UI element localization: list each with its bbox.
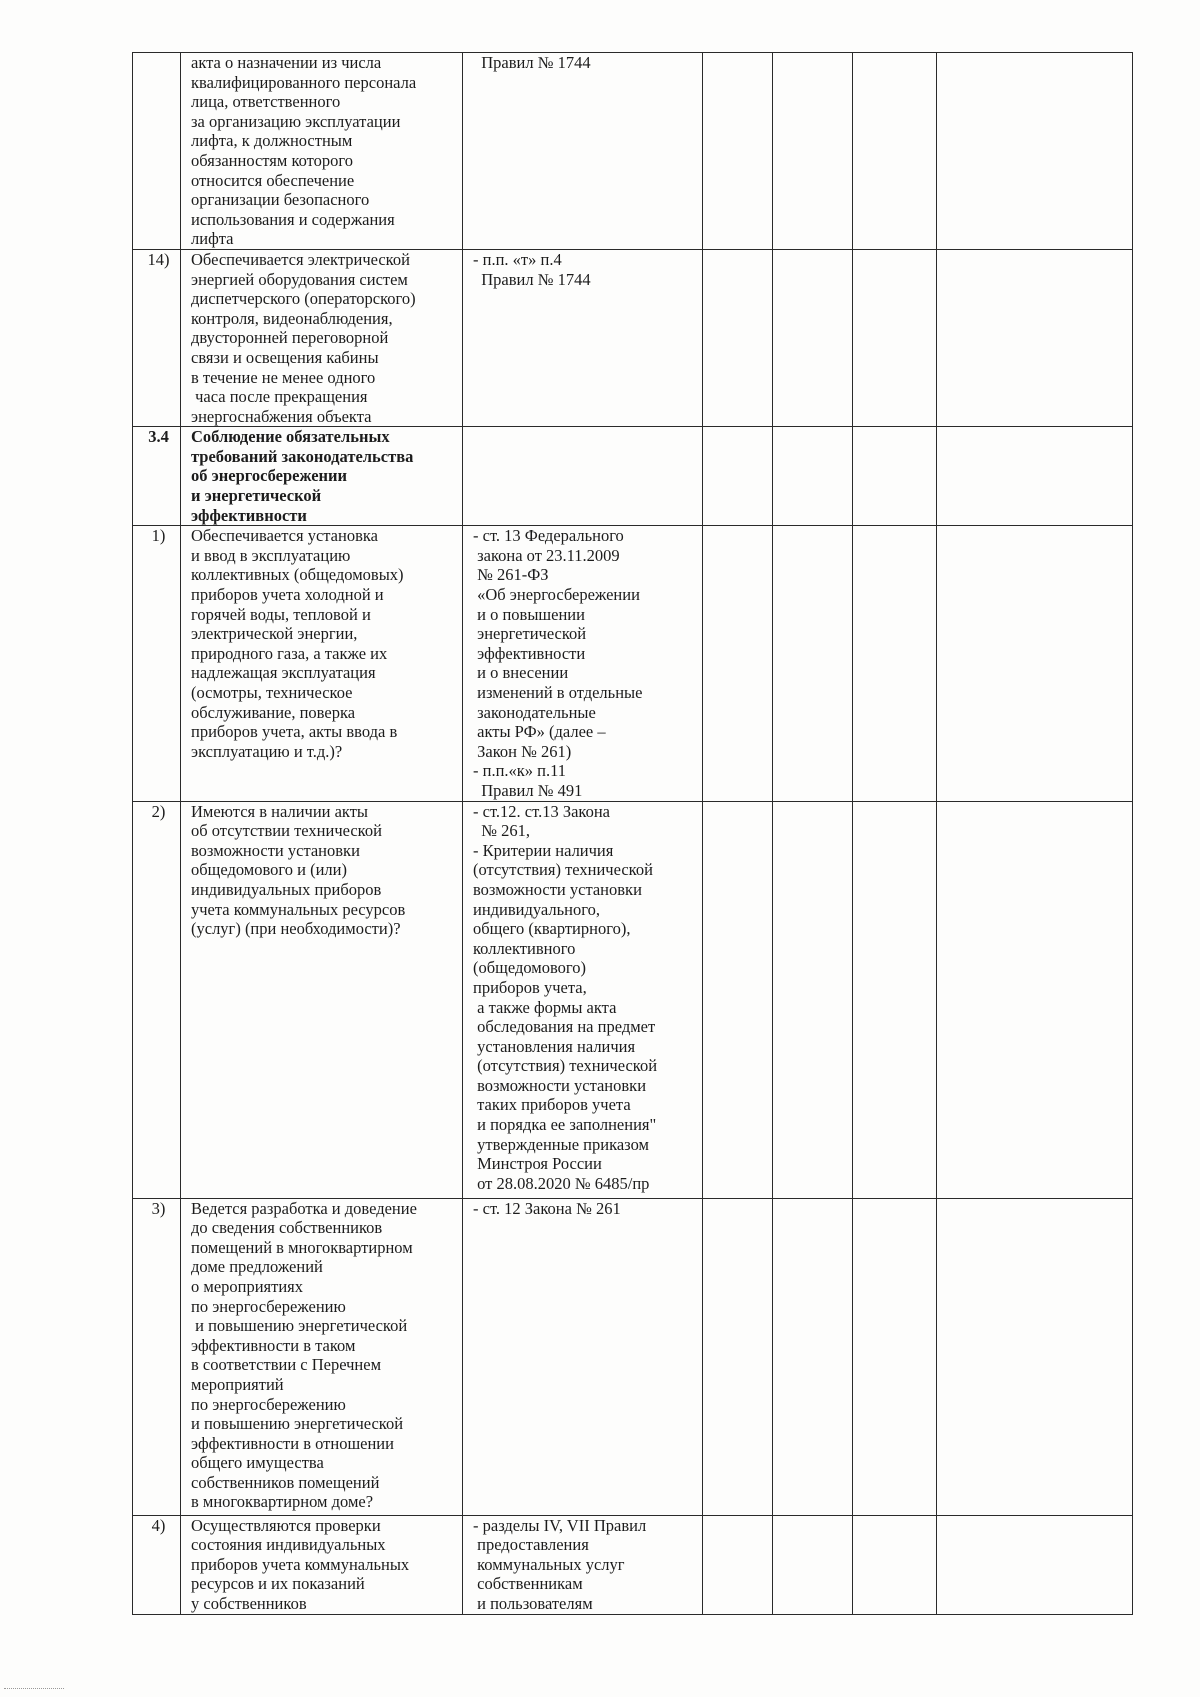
answer-na-cell [853, 526, 937, 801]
text-line: по энергосбережению [191, 1394, 346, 1414]
text-line: и о повышении [473, 604, 585, 624]
text-line: законодательные [473, 702, 596, 722]
answer-no-cell [773, 427, 853, 526]
table-row [133, 801, 1133, 1198]
table-row [133, 249, 1133, 426]
text-line: ресурсов и их показаний [191, 1574, 365, 1594]
requirement-cell [181, 1515, 463, 1614]
checklist-rows [133, 53, 1133, 1615]
answer-na-cell [853, 53, 937, 250]
text-line: возможности установки [473, 1075, 647, 1095]
text-line: индивидуального, [473, 899, 600, 919]
text-line: - ст. 13 Федерального [473, 526, 624, 546]
text-line: горячей воды, тепловой и [191, 604, 371, 624]
text-line: а также формы акта [473, 997, 617, 1017]
text-line: индивидуальных приборов [191, 879, 382, 899]
text-line: общедомового и (или) [191, 860, 347, 880]
row-number: 2) [133, 801, 181, 1198]
table-row [133, 53, 1133, 250]
text-line: (отсутствия) технической [473, 1056, 658, 1076]
checklist-table [132, 52, 1133, 1615]
text-line: приборов учета, [473, 977, 587, 997]
row-number [133, 53, 181, 250]
reference-cell [463, 801, 703, 1198]
text-line: в течение не менее одного [191, 367, 376, 387]
answer-yes-cell [703, 1198, 773, 1515]
text-line: - ст. 12 Закона № 261 [473, 1198, 621, 1218]
text-line: у собственников [191, 1593, 307, 1613]
text-line: и энергетической [191, 486, 322, 506]
text-line: акты РФ» (далее – [473, 722, 606, 742]
text-line: относится обеспечение [191, 170, 355, 190]
text-line: обследования на предмет [473, 1017, 656, 1037]
notes-cell [937, 1198, 1133, 1515]
text-line: Соблюдение обязательных [191, 427, 390, 447]
answer-no-cell [773, 526, 853, 801]
text-line: - п.п.«к» п.11 [473, 761, 567, 781]
text-line: об энергосбережении [191, 466, 348, 486]
text-line: и пользователям [473, 1593, 593, 1613]
text-line: лица, ответственного [191, 92, 341, 112]
text-line: (услуг) (при необходимости)? [191, 919, 401, 939]
text-line: Обеспечивается электрической [191, 249, 410, 269]
row-number: 14) [133, 249, 181, 426]
requirement-cell [181, 53, 463, 250]
text-line: возможности установки [473, 879, 642, 899]
text-line: о мероприятиях [191, 1276, 304, 1296]
reference-cell [463, 427, 703, 526]
text-line: доме предложений [191, 1257, 323, 1277]
answer-yes-cell [703, 249, 773, 426]
text-line: Правил № 1744 [473, 53, 591, 72]
text-line: эффективности [191, 505, 307, 525]
reference-cell [463, 526, 703, 801]
text-line: от 28.08.2020 № 6485/пр [473, 1173, 650, 1193]
text-line: требований законодательства [191, 446, 414, 466]
scan-edge-mark [4, 1688, 64, 1691]
requirement-cell [181, 1198, 463, 1515]
text-line: и повышению энергетической [191, 1316, 408, 1336]
requirement-cell [181, 249, 463, 426]
notes-cell [937, 53, 1133, 250]
answer-yes-cell [703, 801, 773, 1198]
row-number: 3) [133, 1198, 181, 1515]
requirement-cell [181, 801, 463, 1198]
text-line: до сведения собственников [191, 1218, 383, 1238]
text-line: приборов учета, акты ввода в [191, 722, 398, 742]
text-line: - ст.12. ст.13 Закона [473, 801, 611, 821]
text-line: эффективности в таком [191, 1335, 356, 1355]
text-line: контроля, видеонаблюдения, [191, 308, 393, 328]
text-line: акта о назначении из числа [191, 53, 382, 72]
text-line: Обеспечивается установка [191, 526, 378, 546]
text-line: № 261-ФЗ [473, 565, 549, 585]
reference-cell [463, 249, 703, 426]
text-line: собственников помещений [191, 1472, 380, 1492]
answer-yes-cell [703, 427, 773, 526]
row-number: 1) [133, 526, 181, 801]
answer-no-cell [773, 249, 853, 426]
text-line: лифта, к должностным [191, 131, 353, 151]
text-line: состояния индивидуальных [191, 1535, 386, 1555]
text-line: коммунальных услуг [473, 1554, 625, 1574]
text-line: возможности установки [191, 840, 360, 860]
text-line: общего (квартирного), [473, 919, 631, 939]
text-line: приборов учета коммунальных [191, 1554, 410, 1574]
text-line: и о внесении [473, 663, 569, 683]
text-line: № 261, [473, 821, 530, 841]
text-line: часа после прекращения [191, 387, 368, 407]
text-line: - Критерии наличия [473, 840, 614, 860]
answer-no-cell [773, 1198, 853, 1515]
text-line: об отсутствии технической [191, 821, 382, 841]
text-line: природного газа, а также их [191, 643, 388, 663]
text-line: (осмотры, техническое [191, 683, 353, 702]
text-line: эффективности в отношении [191, 1433, 394, 1453]
table-row [133, 526, 1133, 801]
text-line: энергетической [473, 624, 587, 644]
answer-no-cell [773, 1515, 853, 1614]
text-line: надлежащая эксплуатация [191, 663, 376, 683]
text-line: и порядка ее заполнения" [473, 1115, 657, 1135]
text-line: обслуживание, поверка [191, 702, 356, 722]
text-line: (общедомового) [473, 958, 587, 978]
text-line: помещений в многоквартирном [191, 1237, 413, 1257]
row-number: 4) [133, 1515, 181, 1614]
text-line: организации безопасного [191, 190, 370, 210]
text-line: за организацию эксплуатации [191, 111, 401, 131]
text-line: электрической энергии, [191, 624, 358, 644]
section-title-cell [181, 427, 463, 526]
text-line: связи и освещения кабины [191, 347, 379, 367]
answer-na-cell [853, 801, 937, 1198]
text-line: - п.п. «т» п.4 [473, 249, 562, 269]
reference-cell [463, 1198, 703, 1515]
text-line: в многоквартирном доме? [191, 1492, 374, 1512]
text-line: по энергосбережению [191, 1296, 346, 1316]
text-line: приборов учета холодной и [191, 585, 384, 605]
answer-yes-cell [703, 526, 773, 801]
text-line: эффективности [473, 643, 586, 663]
answer-yes-cell [703, 1515, 773, 1614]
answer-no-cell [773, 801, 853, 1198]
reference-cell [463, 1515, 703, 1614]
text-line: Осуществляются проверки [191, 1515, 381, 1535]
answer-na-cell [853, 427, 937, 526]
answer-yes-cell [703, 53, 773, 250]
text-line: «Об энергосбережении [473, 585, 640, 605]
table-row [133, 1198, 1133, 1515]
answer-na-cell [853, 1515, 937, 1614]
section-row [133, 427, 1133, 526]
text-line: (отсутствия) технической [473, 860, 653, 880]
answer-na-cell [853, 1198, 937, 1515]
table-row [133, 1515, 1133, 1614]
text-line: мероприятий [191, 1374, 284, 1394]
text-line: Имеются в наличии акты [191, 801, 369, 821]
text-line: закона от 23.11.2009 [473, 545, 620, 565]
text-line: и повышению энергетической [191, 1414, 404, 1434]
text-line: Правил № 1744 [473, 269, 591, 289]
notes-cell [937, 1515, 1133, 1614]
notes-cell [937, 427, 1133, 526]
text-line: использования и содержания [191, 209, 395, 229]
text-line: таких приборов учета [473, 1095, 631, 1115]
text-line: энергией оборудования систем [191, 269, 408, 289]
text-line: коллективного [473, 938, 576, 958]
text-line: Ведется разработка и доведение [191, 1198, 417, 1218]
text-line: квалифицированного персонала [191, 72, 417, 92]
section-number: 3.4 [133, 427, 181, 526]
notes-cell [937, 801, 1133, 1198]
text-line: учета коммунальных ресурсов [191, 899, 406, 919]
text-line: лифта [191, 229, 234, 249]
text-line: коллективных (общедомовых) [191, 565, 404, 585]
text-line: - разделы IV, VII Правил [473, 1515, 647, 1535]
text-line: установления наличия [473, 1036, 636, 1056]
text-line: предоставления [473, 1535, 589, 1555]
text-line: энергоснабжения объекта [191, 406, 372, 426]
text-line: Закон № 261) [473, 741, 572, 761]
text-line: Минстроя России [473, 1154, 602, 1174]
text-line: Правил № 491 [473, 780, 583, 800]
text-line: и ввод в эксплуатацию [191, 545, 351, 565]
reference-cell [463, 53, 703, 250]
answer-no-cell [773, 53, 853, 250]
text-line: изменений в отдельные [473, 683, 643, 702]
text-line: обязанностям которого [191, 150, 354, 170]
text-line: утвержденные приказом [473, 1134, 649, 1154]
text-line: собственникам [473, 1574, 583, 1594]
text-line: общего имущества [191, 1453, 324, 1473]
answer-na-cell [853, 249, 937, 426]
text-line: диспетчерского (операторского) [191, 289, 416, 309]
text-line: двусторонней переговорной [191, 328, 389, 348]
notes-cell [937, 526, 1133, 801]
requirement-cell [181, 526, 463, 801]
text-line: эксплуатацию и т.д.)? [191, 741, 343, 761]
notes-cell [937, 249, 1133, 426]
text-line: в соответствии с Перечнем [191, 1355, 382, 1375]
